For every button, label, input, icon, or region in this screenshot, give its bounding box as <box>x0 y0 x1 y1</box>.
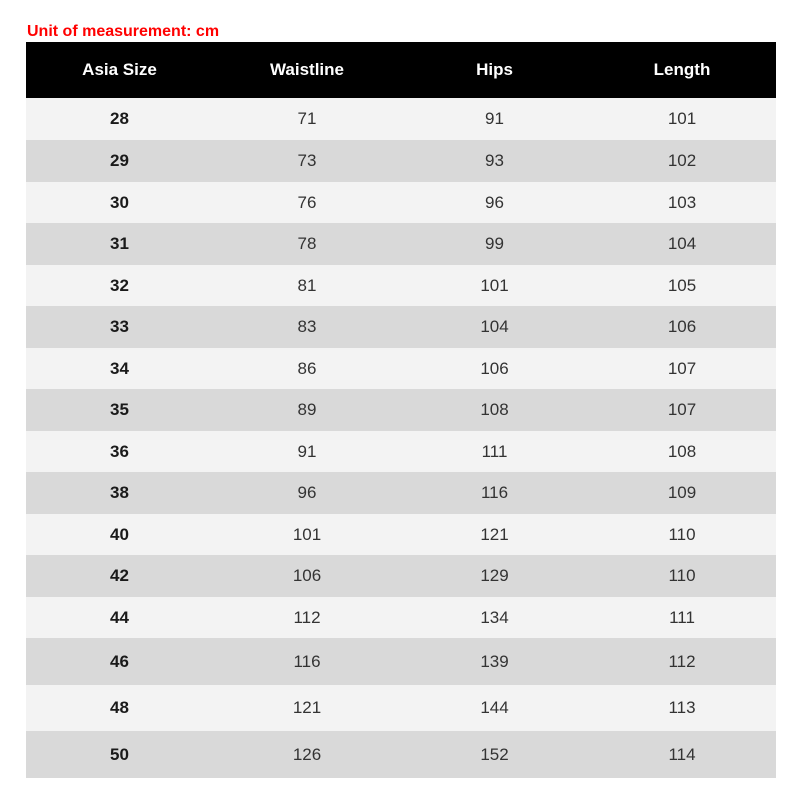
cell-length: 106 <box>667 317 697 336</box>
cell-size: 35 <box>110 400 129 419</box>
cell-length: 102 <box>667 151 697 170</box>
header-hips: Hips <box>476 60 513 79</box>
cell-waistline: 83 <box>297 317 317 336</box>
table-row <box>26 431 776 472</box>
cell-length: 109 <box>667 483 697 502</box>
table-row <box>26 98 776 140</box>
table-row <box>26 472 776 514</box>
table-header-row <box>26 42 776 98</box>
cell-waistline: 106 <box>292 566 322 585</box>
unit-of-measurement-note: Unit of measurement: cm <box>27 23 220 40</box>
table-row <box>26 265 776 306</box>
cell-size: 31 <box>110 234 129 253</box>
cell-waistline: 121 <box>292 698 322 717</box>
cell-waistline: 86 <box>297 358 317 378</box>
cell-size: 28 <box>110 109 129 128</box>
table-row <box>26 685 776 731</box>
cell-hips: 108 <box>480 400 509 419</box>
cell-length: 107 <box>667 400 697 419</box>
table-row <box>26 140 776 182</box>
cell-waistline: 116 <box>293 651 321 671</box>
table-row <box>26 597 776 638</box>
cell-size: 44 <box>110 607 129 627</box>
cell-size: 30 <box>110 192 129 212</box>
cell-waistline: 126 <box>292 744 322 764</box>
cell-hips: 101 <box>480 275 509 295</box>
cell-waistline: 76 <box>297 192 317 212</box>
cell-size: 50 <box>110 744 129 764</box>
cell-hips: 104 <box>480 317 509 336</box>
cell-waistline: 81 <box>297 275 317 295</box>
cell-waistline: 89 <box>297 400 317 419</box>
cell-waistline: 78 <box>297 234 317 253</box>
table-row <box>26 514 776 555</box>
cell-length: 101 <box>667 109 697 128</box>
cell-waistline: 112 <box>293 607 321 627</box>
cell-hips: 129 <box>480 566 509 585</box>
cell-waistline: 71 <box>297 109 317 128</box>
cell-size: 38 <box>110 483 129 502</box>
cell-size: 42 <box>110 566 129 585</box>
cell-hips: 93 <box>485 151 504 170</box>
size-chart-table <box>26 42 776 778</box>
table-row <box>26 348 776 389</box>
cell-size: 40 <box>110 524 129 544</box>
cell-waistline: 101 <box>292 524 322 544</box>
table-row <box>26 389 776 431</box>
cell-hips: 96 <box>485 192 504 212</box>
table-row <box>26 555 776 597</box>
header-waistline: Waistline <box>270 60 344 79</box>
cell-hips: 152 <box>480 744 509 764</box>
cell-hips: 111 <box>481 441 508 461</box>
cell-length: 113 <box>668 698 696 717</box>
cell-hips: 91 <box>485 109 504 128</box>
cell-hips: 106 <box>480 358 509 378</box>
cell-size: 29 <box>110 151 129 170</box>
cell-length: 112 <box>668 651 696 671</box>
cell-waistline: 73 <box>297 151 317 170</box>
cell-size: 34 <box>110 358 129 378</box>
table-row <box>26 306 776 348</box>
cell-length: 114 <box>668 744 696 764</box>
cell-hips: 139 <box>480 651 509 671</box>
cell-length: 110 <box>668 524 696 544</box>
cell-hips: 99 <box>485 234 504 253</box>
cell-length: 105 <box>667 275 697 295</box>
table-row <box>26 638 776 685</box>
cell-size: 36 <box>110 441 129 461</box>
cell-waistline: 96 <box>297 483 317 502</box>
cell-waistline: 91 <box>297 441 317 461</box>
cell-length: 108 <box>667 441 697 461</box>
cell-length: 111 <box>669 607 695 627</box>
cell-size: 46 <box>110 651 129 671</box>
table-body <box>26 98 776 778</box>
header-asia-size: Asia Size <box>82 60 157 79</box>
cell-size: 48 <box>110 698 129 717</box>
table-row <box>26 182 776 223</box>
cell-length: 104 <box>667 234 697 253</box>
cell-length: 107 <box>667 358 697 378</box>
cell-hips: 116 <box>480 483 509 502</box>
cell-length: 110 <box>668 566 696 585</box>
table-row <box>26 731 776 778</box>
cell-size: 32 <box>110 275 129 295</box>
cell-size: 33 <box>110 317 129 336</box>
header-length: Length <box>653 60 711 79</box>
cell-length: 103 <box>667 192 697 212</box>
cell-hips: 121 <box>480 524 509 544</box>
cell-hips: 134 <box>480 607 509 627</box>
cell-hips: 144 <box>480 698 509 717</box>
table-row <box>26 223 776 265</box>
